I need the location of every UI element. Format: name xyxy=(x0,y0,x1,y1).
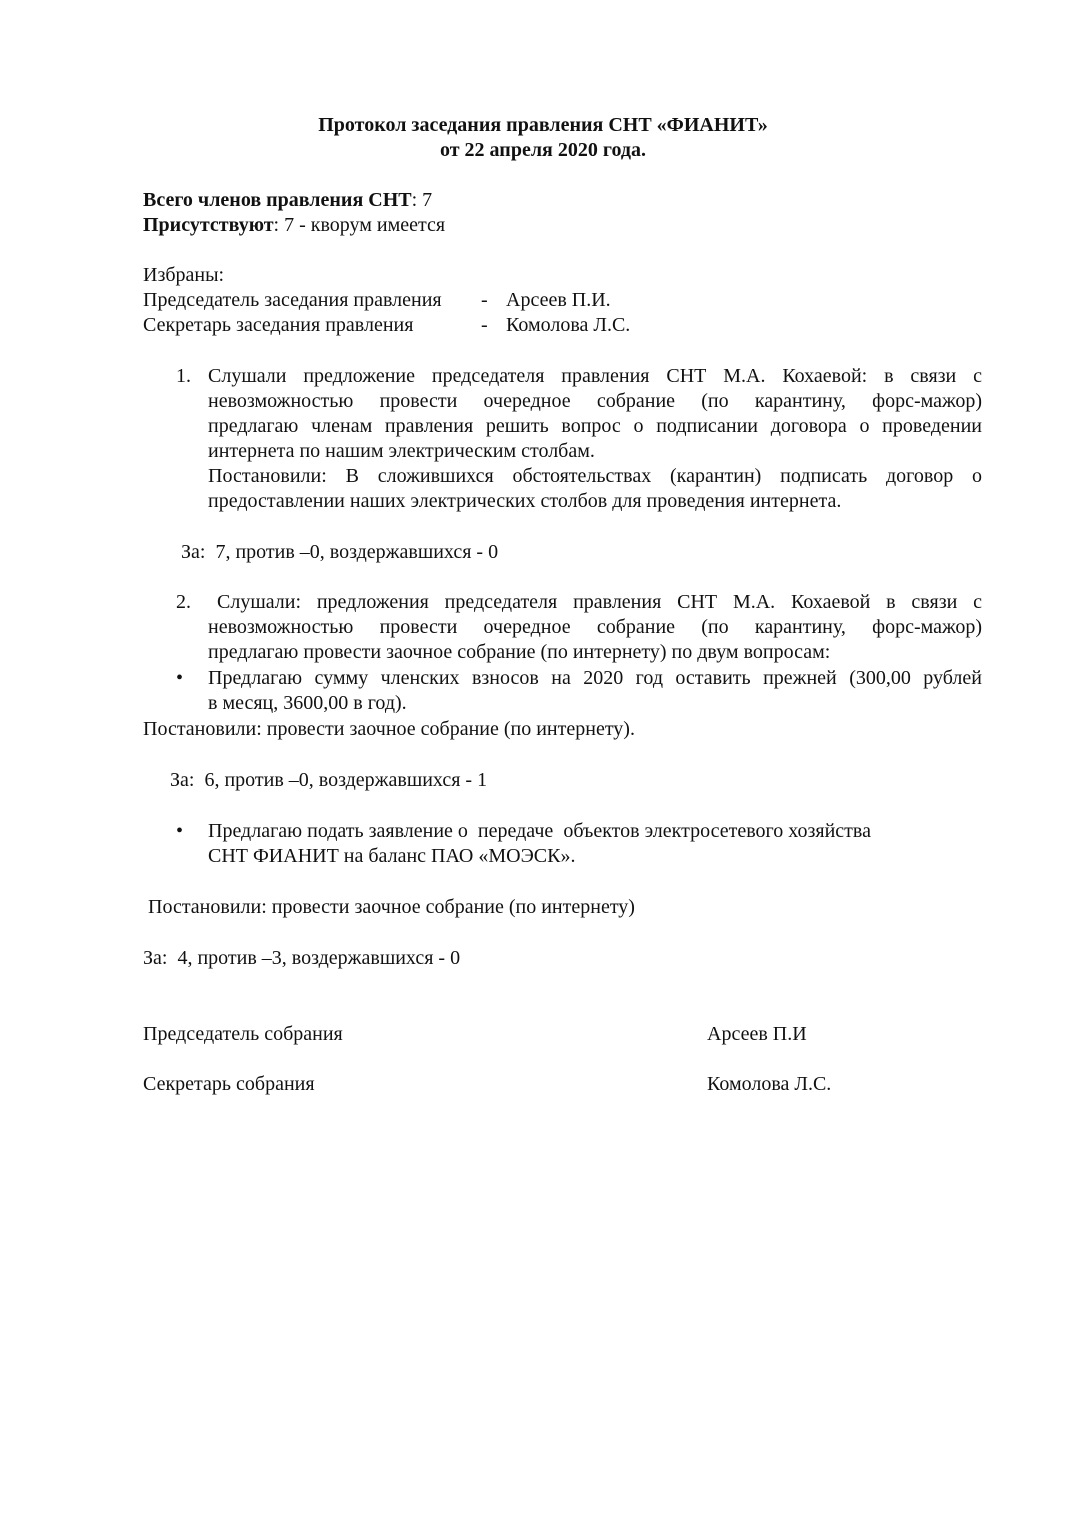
item1-number: 1. xyxy=(176,365,191,387)
signature-secretary-name: Комолова Л.С. xyxy=(707,1073,832,1095)
resolution1: Постановили: провести заочное собрание (по интернету). xyxy=(143,718,635,740)
bullet2-line: СНТ ФИАНИТ на баланс ПАО «МОЭСК». xyxy=(208,845,576,867)
secretary-dash: - xyxy=(481,314,488,336)
resolution2: Постановили: провести заочное собрание (по интернету) xyxy=(148,896,635,918)
present-members xyxy=(143,213,445,238)
item1-line: предлагаю членам правления решить вопрос о подписании договора о проведении xyxy=(208,415,982,437)
bullet-icon: • xyxy=(176,667,184,689)
item1-line: интернета по нашим электрическим столбам. xyxy=(208,440,595,462)
secretary-name: Комолова Л.С. xyxy=(506,314,631,336)
total-members-label: Всего членов правления СНТ xyxy=(143,189,412,211)
bullet1-line: в месяц, 3600,00 в год). xyxy=(208,692,407,714)
signature-chair-role: Председатель собрания xyxy=(143,1023,343,1045)
signature-secretary-role: Секретарь собрания xyxy=(143,1073,315,1095)
item1-line: Постановили: В сложившихся обстоятельствах (карантин) подписать договор о xyxy=(208,465,982,487)
secretary-role: Секретарь заседания правления xyxy=(143,314,414,336)
item2-line: Слушали: предложения председателя правления СНТ М.А. Кохаевой в связи с xyxy=(217,591,982,613)
item2-vote1: За: 6, против –0, воздержавшихся - 1 xyxy=(170,769,488,791)
item1-vote: За: 7, против –0, воздержавшихся - 0 xyxy=(181,541,499,563)
present-value: : 7 - кворум имеется xyxy=(273,214,446,236)
total-members-value: : 7 xyxy=(411,189,433,211)
chair-role: Председатель заседания правления xyxy=(143,289,442,311)
elected-heading: Избраны: xyxy=(143,264,225,286)
item2-line: предлагаю провести заочное собрание (по интернету) по двум вопросам: xyxy=(208,641,831,663)
document-date: от 22 апреля 2020 года. xyxy=(440,139,646,161)
chair-name: Арсеев П.И. xyxy=(506,289,611,311)
item1-line: Слушали предложение председателя правления СНТ М.А. Кохаевой: в связи с xyxy=(208,365,982,387)
bullet1-line: Предлагаю сумму членских взносов на 2020 год оставить прежней (300,00 рублей xyxy=(208,667,982,689)
item2-line: невозможностью провести очередное собрание (по карантину, форс-мажор) xyxy=(208,616,982,638)
item2-number: 2. xyxy=(176,591,191,613)
total-members xyxy=(143,188,432,213)
item1-line: предоставлении наших электрических столбов для проведения интернета. xyxy=(208,490,842,512)
bullet2-line: Предлагаю подать заявление о передаче объектов электросетевого хозяйства xyxy=(208,820,871,842)
present-label: Присутствуют xyxy=(143,214,274,236)
signature-chair-name: Арсеев П.И xyxy=(707,1023,807,1045)
document-title: Протокол заседания правления СНТ «ФИАНИТ» xyxy=(318,114,768,136)
item2-vote2: За: 4, против –3, воздержавшихся - 0 xyxy=(143,947,461,969)
bullet-icon: • xyxy=(176,820,184,842)
item1-line: невозможностью провести очередное собрание (по карантину, форс-мажор) xyxy=(208,390,982,412)
chair-dash: - xyxy=(481,289,488,311)
